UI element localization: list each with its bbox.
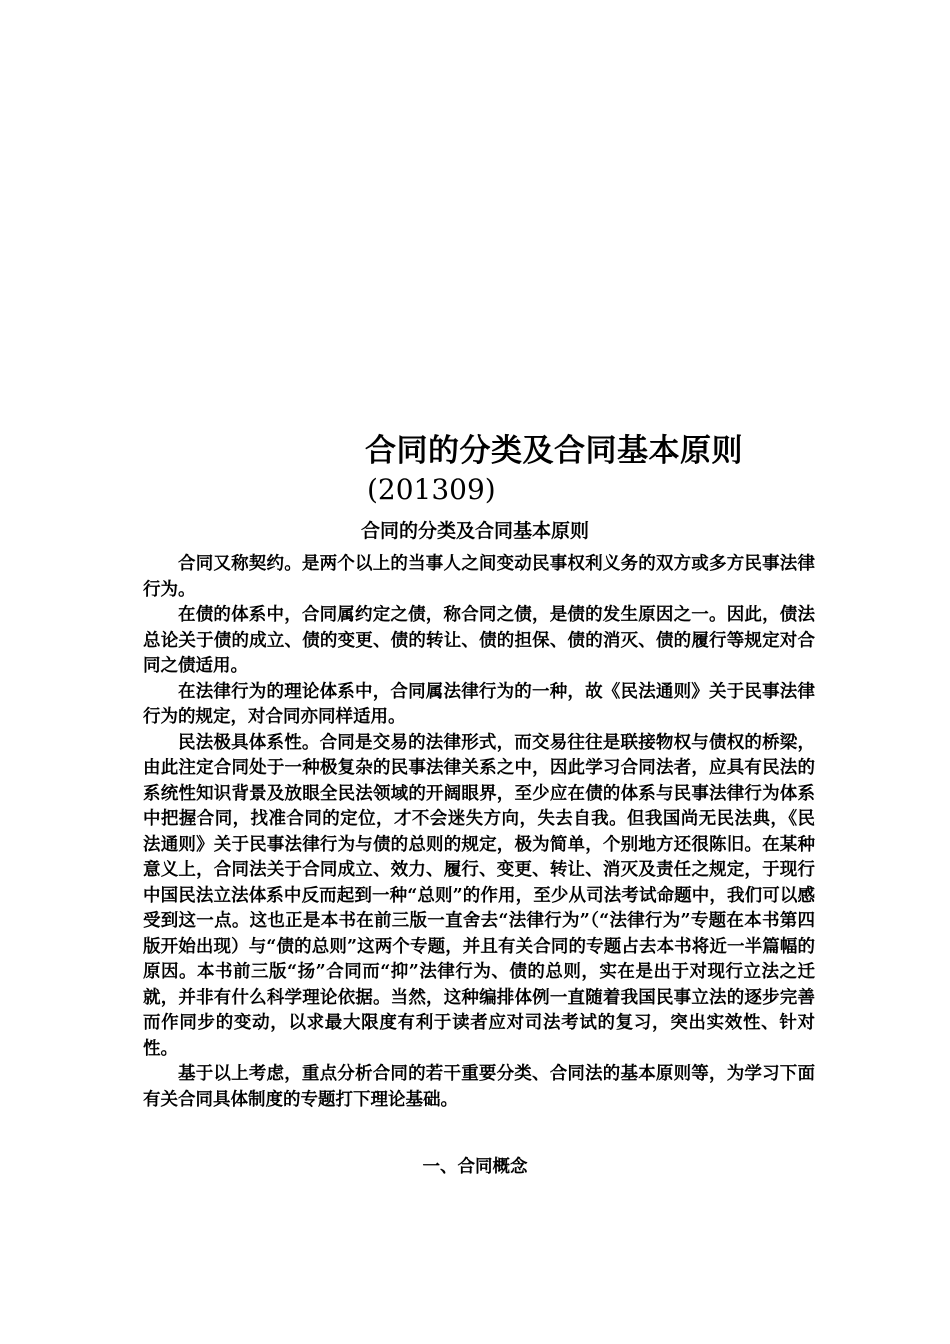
paragraph-considerations: 基于以上考虑，重点分析合同的若干重要分类、合同法的基本原则等，为学习下面有关合同具体制度的专题打下理论基础。 [143,1064,815,1110]
document-date-code: (201309) [367,473,496,506]
paragraph-contract-definition: 合同又称契约。是两个以上的当事人之间变动民事权利义务的双方或多方民事法律行为。 [143,554,815,600]
section-heading-contract-concept: 一、合同概念 [422,1157,528,1177]
document-body [143,552,815,1113]
paragraph-debt-system: 在债的体系中，合同属约定之债，称合同之债，是债的发生原因之一。因此，债法总论关于债的成立、债的变更、债的转让、债的担保、债的消灭、债的履行等规定对合同之债适用。 [143,605,815,676]
document-title: 合同的分类及合同基本原则 [365,433,743,469]
paragraph-legal-act-theory: 在法律行为的理论体系中，合同属法律行为的一种，故《民法通则》关于民事法律行为的规定，对合同亦同样适用。 [143,681,815,727]
document-subtitle: 合同的分类及合同基本原则 [360,520,589,542]
paragraph-civil-law-system: 民法极具体系性。合同是交易的法律形式，而交易往往是联接物权与债权的桥梁，由此注定合同处于一种极复杂的民事法律关系之中，因此学习合同法者，应具有民法的系统性知识背景及放眼全民法领域的开阔眼界，至少应在债的体系与民事法律行为体系中把握合同，找准合同的定位，才不会迷失方向，失去自我。但我国尚无民法典，《民法通则》关于民事法律行为与债的总则的规定，极为简单，个别地方还很陈旧。在某种意义上，合同法关于合同成立、效力、履行、变更、转让、消灭及责任之规定，于现行中国民法立法体系中反而起到一种“总则”的作用，至少从司法考试命题中，我们可以感受到这一点。这也正是本书在前三版一直舍去“法律行为”（“法律行为”专题在本书第四版开始出现）与“债的总则”这两个专题，并且有关合同的专题占去本书将近一半篇幅的原因。本书前三版“扬”合同而“抑”法律行为、债的总则，实在是出于对现行立法之迁就，并非有什么科学理论依据。当然，这种编排体例一直随着我国民事立法的逐步完善而作同步的变动，以求最大限度有利于读者应对司法考试的复习，突出实效性、针对性。 [143,732,815,1059]
